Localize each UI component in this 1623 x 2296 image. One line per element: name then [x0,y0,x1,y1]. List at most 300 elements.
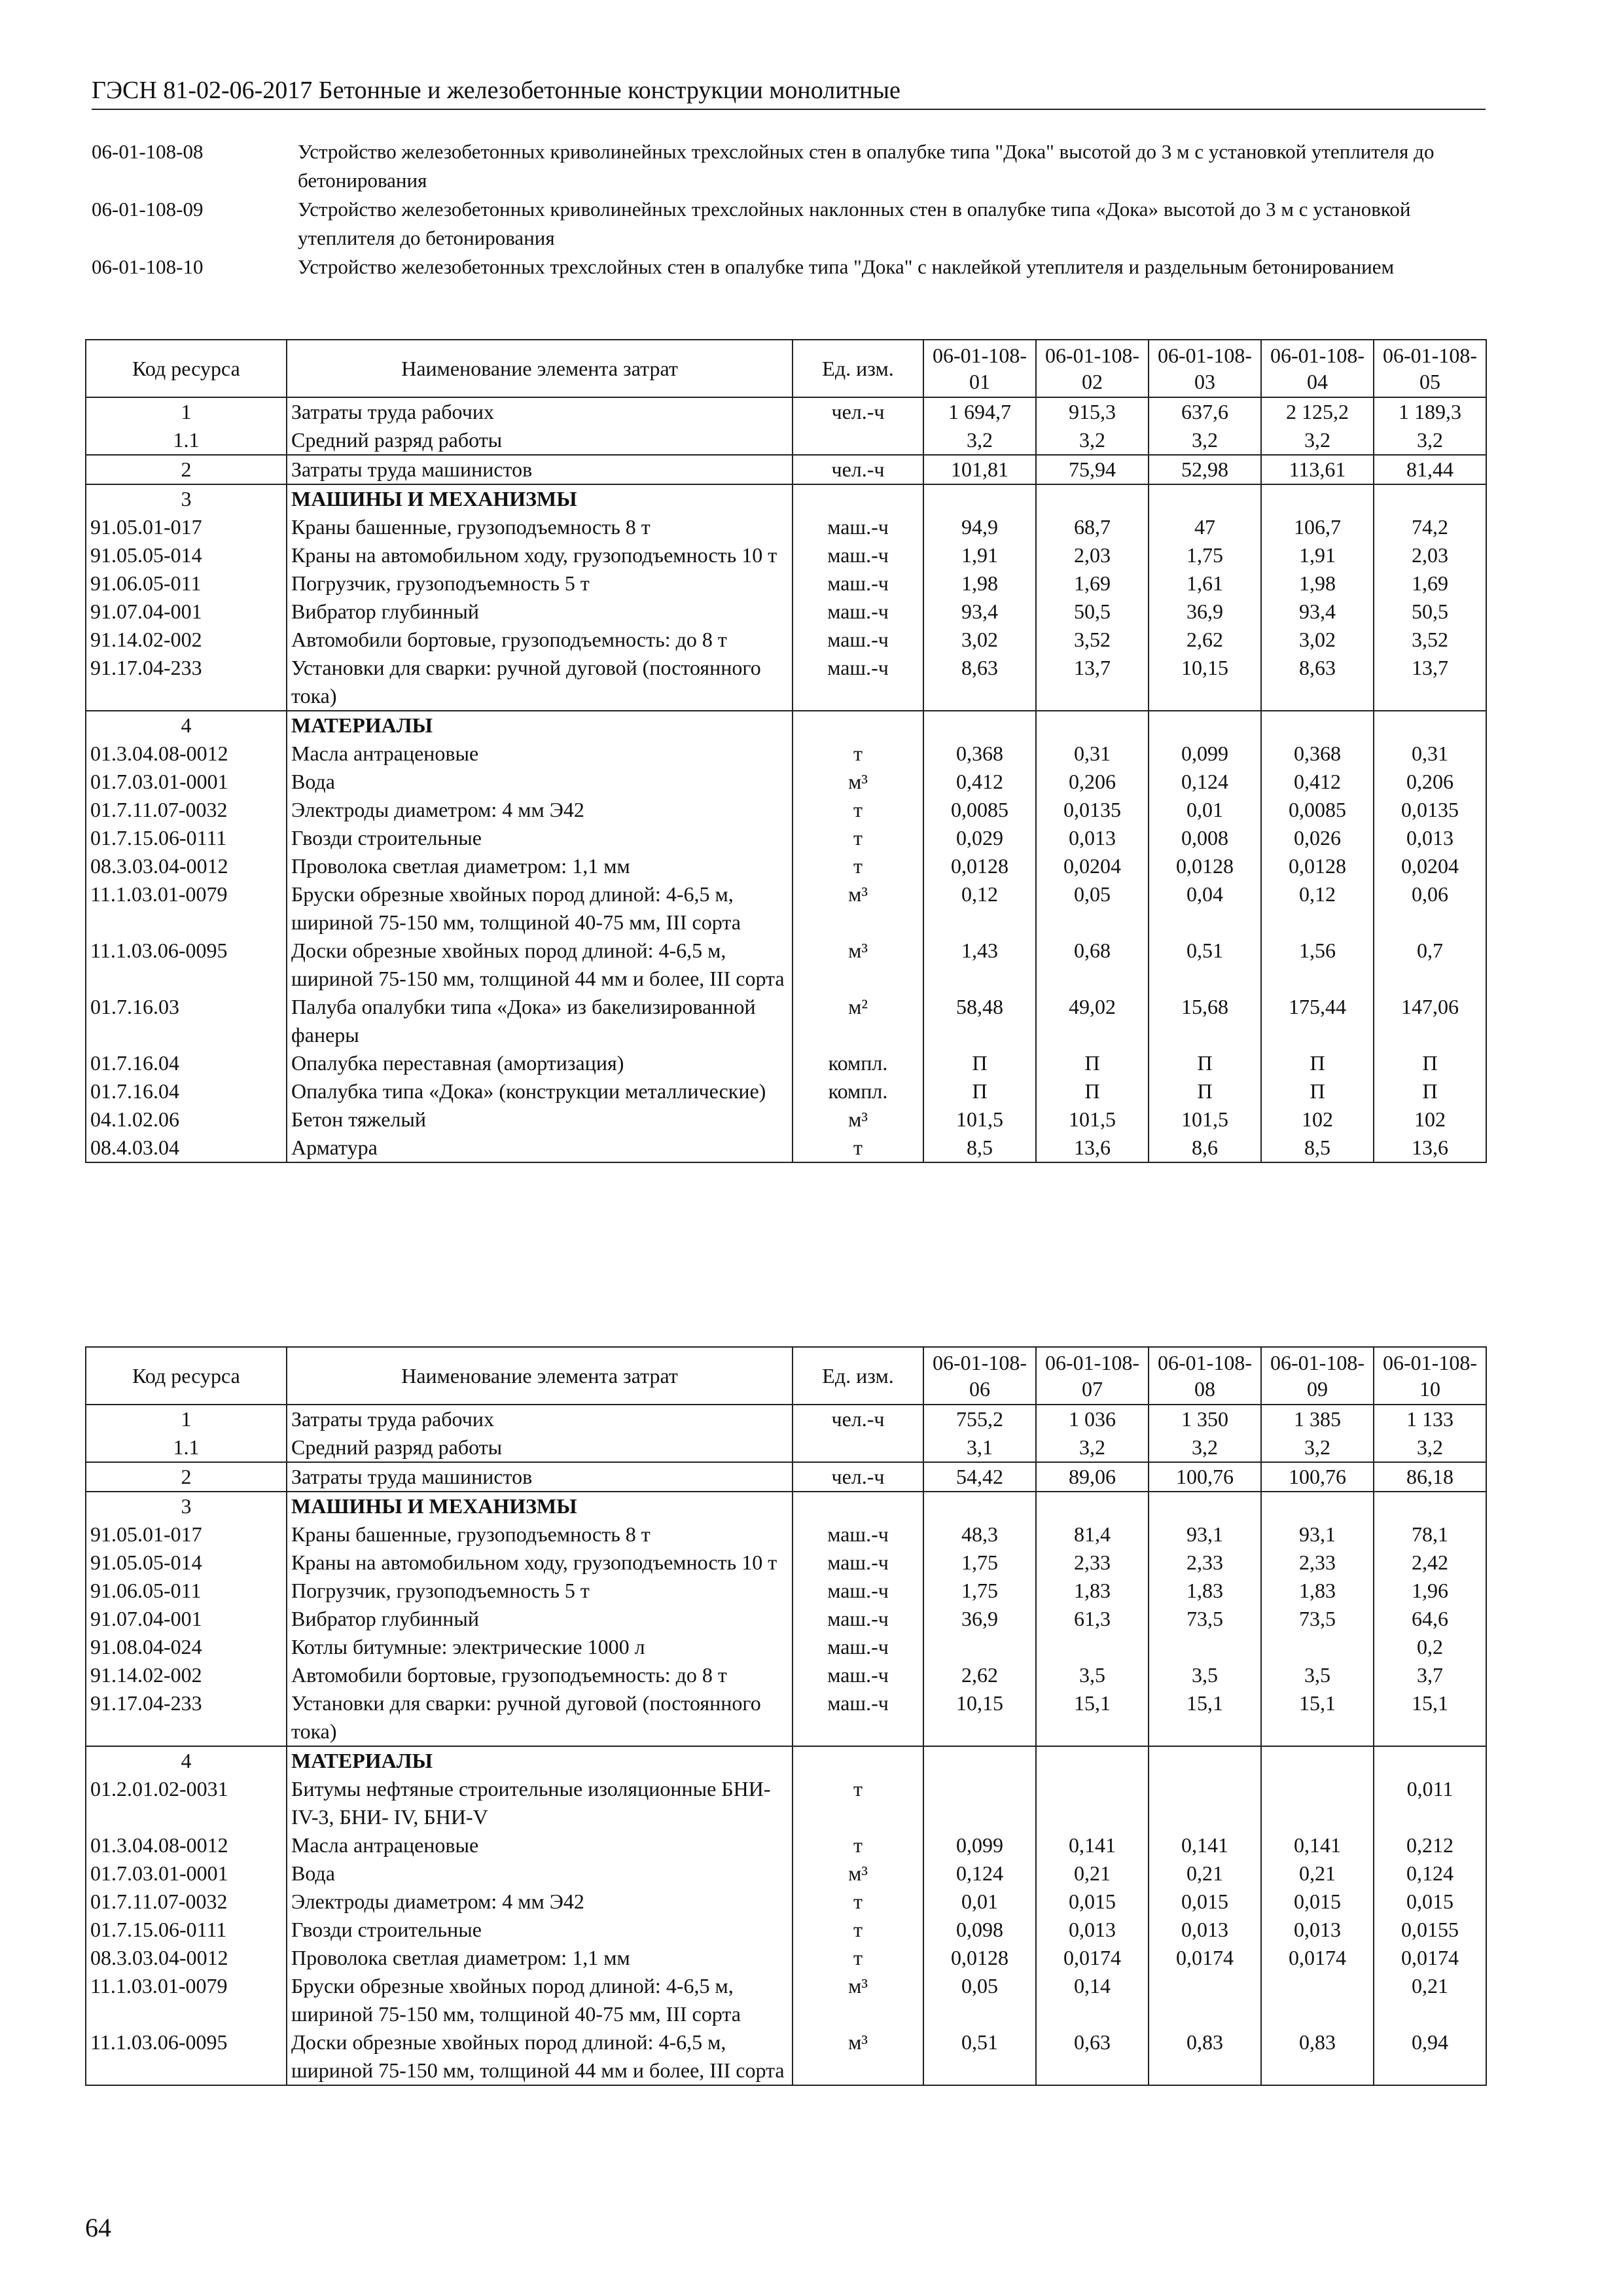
norm-value-cell: 3,52 [1036,626,1149,654]
norm-value-cell: 48,3 [923,1520,1036,1549]
table-row [86,1433,1486,1462]
norm-value-cell: 74,2 [1374,513,1486,541]
norm-value-cell: 0,0174 [1149,1944,1261,1972]
norm-value-cell: 3,52 [1374,626,1486,654]
norm-value-cell: 0,008 [1149,824,1261,852]
norm-value-cell: П [1374,1077,1486,1105]
norm-value-cell [1261,1972,1374,2028]
table-row [86,1077,1486,1105]
norm-value-cell: 0,015 [1149,1888,1261,1916]
norm-value-cell: 0,83 [1261,2028,1374,2085]
header-norm-code: 06-01-108-03 [1149,340,1261,397]
header-code: Код ресурса [86,340,287,397]
table-row [86,796,1486,824]
norm-value-cell: 0,029 [923,824,1036,852]
norm-value-cell: 15,1 [1036,1689,1149,1746]
table-row [86,711,1486,740]
norm-value-cell: 0,141 [1261,1831,1374,1859]
norm-value-cell: П [1374,1049,1486,1077]
resource-code-cell: 11.1.03.06-0095 [86,937,287,993]
header-norm-code: 06-01-108-06 [923,1347,1036,1405]
norm-value-cell: 89,06 [1036,1462,1149,1492]
norm-value-cell [1374,484,1486,513]
norm-value-cell: П [923,1049,1036,1077]
table-row [86,1549,1486,1577]
norm-value-cell: 50,5 [1374,598,1486,626]
norm-value-cell: 15,1 [1374,1689,1486,1746]
norm-value-cell: 1 036 [1036,1405,1149,1433]
norm-value-cell: 1 350 [1149,1405,1261,1433]
norm-value-cell: 0,94 [1374,2028,1486,2085]
norm-intro-list [92,137,1486,281]
norm-value-cell: 2,33 [1036,1549,1149,1577]
resource-code-cell: 01.7.16.04 [86,1077,287,1105]
resource-code-cell: 91.14.02-002 [86,626,287,654]
resource-code-cell: 91.05.01-017 [86,1520,287,1549]
header-unit: Ед. изм. [793,340,923,397]
table-row [86,1746,1486,1775]
table-row [86,455,1486,484]
norm-value-cell: 147,06 [1374,993,1486,1049]
norm-value-cell: 0,206 [1374,768,1486,796]
norm-value-cell: 0,0204 [1374,852,1486,880]
norm-value-cell: 1,75 [923,1549,1036,1577]
unit-cell: т [793,796,923,824]
unit-cell: т [793,1775,923,1831]
intro-item-code: 06-01-108-09 [92,198,204,221]
norm-value-cell: 10,15 [1149,654,1261,711]
norm-value-cell: 3,2 [1036,1433,1149,1462]
header-norm-code: 06-01-108-01 [923,340,1036,397]
norm-value-cell: 106,7 [1261,513,1374,541]
norm-value-cell: 0,2 [1374,1633,1486,1661]
norm-value-cell: 64,6 [1374,1605,1486,1633]
resource-name-cell: Установки для сварки: ручной дуговой (постоянного тока) [287,654,793,711]
resource-name-cell: Средний разряд работы [287,426,793,455]
norm-value-cell: 1 694,7 [923,397,1036,426]
resource-name-cell: Погрузчик, грузоподъемность 5 т [287,569,793,598]
resource-name-cell: Краны на автомобильном ходу, грузоподъемность 10 т [287,1549,793,1577]
unit-cell: т [793,740,923,768]
norm-value-cell [1036,711,1149,740]
table-row [86,1405,1486,1433]
resource-name-cell: Проволока светлая диаметром: 1,1 мм [287,852,793,880]
norm-value-cell: 0,12 [923,880,1036,937]
resource-code-cell: 3 [86,1492,287,1520]
table-row [86,598,1486,626]
norm-value-cell [1261,484,1374,513]
table-row [86,1775,1486,1831]
resource-code-cell: 91.14.02-002 [86,1661,287,1689]
resource-name-cell: Краны башенные, грузоподъемность 8 т [287,513,793,541]
norm-value-cell: 94,9 [923,513,1036,541]
resource-code-cell: 04.1.02.06 [86,1105,287,1134]
norm-value-cell: 0,05 [923,1972,1036,2028]
norm-value-cell: 0,83 [1149,2028,1261,2085]
resource-name-cell: Электроды диаметром: 4 мм Э42 [287,796,793,824]
resource-code-cell: 91.17.04-233 [86,1689,287,1746]
norm-value-cell: 3,2 [1149,426,1261,455]
table-row [86,768,1486,796]
norm-value-cell: 0,141 [1149,1831,1261,1859]
unit-cell: м³ [793,1105,923,1134]
resource-code-cell: 01.2.01.02-0031 [86,1775,287,1831]
norm-value-cell: 2,62 [1149,626,1261,654]
table-row [86,1462,1486,1492]
unit-cell: компл. [793,1077,923,1105]
header-norm-code: 06-01-108-10 [1374,1347,1486,1405]
unit-cell: т [793,1888,923,1916]
resource-code-cell: 91.05.01-017 [86,513,287,541]
resource-name-cell: Вода [287,1859,793,1888]
unit-cell: маш.-ч [793,1605,923,1633]
norm-value-cell: 3,2 [1374,426,1486,455]
norm-value-cell: 101,5 [1149,1105,1261,1134]
unit-cell [793,1492,923,1520]
norm-value-cell: 0,0135 [1036,796,1149,824]
norm-value-cell: П [1261,1077,1374,1105]
unit-cell: маш.-ч [793,1577,923,1605]
resource-name-cell: Вибратор глубинный [287,598,793,626]
table-row [86,1049,1486,1077]
norm-value-cell [1149,1633,1261,1661]
header-name: Наименование элемента затрат [287,1347,793,1405]
norm-value-cell: 8,6 [1149,1134,1261,1162]
norm-value-cell: 0,0204 [1036,852,1149,880]
table-row [86,1972,1486,2028]
norm-value-cell [923,1746,1036,1775]
unit-cell: м³ [793,937,923,993]
unit-cell: маш.-ч [793,1689,923,1746]
resource-name-cell: Масла антраценовые [287,740,793,768]
norm-value-cell: 0,015 [1036,1888,1149,1916]
norm-value-cell: 101,5 [923,1105,1036,1134]
norm-value-cell: 61,3 [1036,1605,1149,1633]
norm-value-cell: 13,7 [1374,654,1486,711]
unit-cell [793,484,923,513]
table-row [86,426,1486,455]
norm-value-cell: 2,03 [1036,541,1149,569]
norm-value-cell: П [1036,1077,1149,1105]
norm-value-cell [1036,1633,1149,1661]
norm-value-cell: П [1149,1049,1261,1077]
norm-value-cell: 0,368 [923,740,1036,768]
norm-value-cell: 3,2 [923,426,1036,455]
table-body [86,1405,1486,2085]
resource-name-cell: Краны на автомобильном ходу, грузоподъемность 10 т [287,541,793,569]
resource-table-2 [85,1346,1487,2086]
header-unit: Ед. изм. [793,1347,923,1405]
norm-value-cell: 0,21 [1261,1859,1374,1888]
norm-value-cell [1374,711,1486,740]
norm-value-cell: 0,015 [1261,1888,1374,1916]
norm-value-cell: 755,2 [923,1405,1036,1433]
norm-value-cell: 3,2 [1261,1433,1374,1462]
resource-name-cell: Бетон тяжелый [287,1105,793,1134]
header-norm-code: 06-01-108-09 [1261,1347,1374,1405]
norm-value-cell: 13,6 [1036,1134,1149,1162]
table-row [86,569,1486,598]
norm-value-cell: 0,68 [1036,937,1149,993]
norm-value-cell: 0,0128 [923,1944,1036,1972]
resource-code-cell: 01.3.04.08-0012 [86,1831,287,1859]
norm-value-cell [923,1492,1036,1520]
norm-value-cell: 0,12 [1261,880,1374,937]
resource-code-cell: 91.06.05-011 [86,569,287,598]
norm-value-cell: 86,18 [1374,1462,1486,1492]
norm-value-cell: 0,0128 [923,852,1036,880]
norm-value-cell: 0,141 [1036,1831,1149,1859]
norm-value-cell: 2,33 [1261,1549,1374,1577]
norm-value-cell: 0,099 [923,1831,1036,1859]
norm-value-cell: 3,7 [1374,1661,1486,1689]
norm-value-cell: 2,33 [1149,1549,1261,1577]
intro-item-code: 06-01-108-10 [92,255,204,278]
intro-item-text: Устройство железобетонных трехслойных стен в опалубке типа "Дока" с наклейкой утеплителя и раздельным бетонированием [298,255,1395,278]
intro-item-text: Устройство железобетонных криволинейных трехслойных стен в опалубке типа "Дока" высотой до 3 м с установкой утеплителя до бетонирования [298,140,1435,192]
table-body [86,397,1486,1162]
norm-value-cell: 1,61 [1149,569,1261,598]
norm-value-cell: 0,013 [1261,1916,1374,1944]
norm-value-cell [1374,1746,1486,1775]
norm-value-cell: 49,02 [1036,993,1149,1049]
unit-cell: м³ [793,880,923,937]
table-row [86,1661,1486,1689]
norm-value-cell: 1,91 [1261,541,1374,569]
resource-code-cell: 91.05.05-014 [86,1549,287,1577]
norm-value-cell: 75,94 [1036,455,1149,484]
resource-name-cell: Средний разряд работы [287,1433,793,1462]
resource-code-cell: 4 [86,711,287,740]
resource-name-cell: Битумы нефтяные строительные изоляционные БНИ-IV-3, БНИ- IV, БНИ-V [287,1775,793,1831]
norm-value-cell: 36,9 [1149,598,1261,626]
unit-cell: м³ [793,1859,923,1888]
table-row [86,1492,1486,1520]
resource-code-cell: 08.3.03.04-0012 [86,1944,287,1972]
norm-value-cell: 93,4 [1261,598,1374,626]
header-norm-code: 06-01-108-07 [1036,1347,1149,1405]
resource-name-cell: Затраты труда машинистов [287,455,793,484]
unit-cell: чел.-ч [793,455,923,484]
header-name: Наименование элемента затрат [287,340,793,397]
resource-name-cell: Затраты труда рабочих [287,397,793,426]
norm-value-cell: 2,62 [923,1661,1036,1689]
norm-value-cell: 0,7 [1374,937,1486,993]
norm-value-cell: 13,6 [1374,1134,1486,1162]
norm-value-cell [1149,1972,1261,2028]
norm-value-cell: 0,05 [1036,880,1149,937]
resource-name-cell: Бруски обрезные хвойных пород длиной: 4-6,5 м, шириной 75-150 мм, толщиной 40-75 мм, III сорта [287,1972,793,2028]
resource-code-cell: 11.1.03.01-0079 [86,880,287,937]
resource-name-cell: Автомобили бортовые, грузоподъемность: до 8 т [287,626,793,654]
norm-value-cell: 1,56 [1261,937,1374,993]
unit-cell: т [793,824,923,852]
norm-value-cell: 0,124 [923,1859,1036,1888]
resource-name-cell: Затраты труда рабочих [287,1405,793,1433]
norm-value-cell: 113,61 [1261,455,1374,484]
norm-value-cell: 0,0174 [1036,1944,1149,1972]
norm-value-cell: 2,42 [1374,1549,1486,1577]
header-norm-code: 06-01-108-04 [1261,340,1374,397]
unit-cell: маш.-ч [793,569,923,598]
intro-item [92,253,1486,281]
resource-code-cell: 08.4.03.04 [86,1134,287,1162]
norm-value-cell: 0,0135 [1374,796,1486,824]
norm-value-cell: 0,21 [1036,1859,1149,1888]
norm-value-cell: 0,124 [1149,768,1261,796]
resource-name-cell: Доски обрезные хвойных пород длиной: 4-6,5 м, шириной 75-150 мм, толщиной 44 мм и более, III сорта [287,2028,793,2085]
norm-value-cell: 0,06 [1374,880,1486,937]
resource-code-cell: 1 [86,397,287,426]
norm-value-cell: 3,2 [1036,426,1149,455]
unit-cell [793,1433,923,1462]
unit-cell: маш.-ч [793,626,923,654]
resource-name-cell: Вода [287,768,793,796]
norm-value-cell: 54,42 [923,1462,1036,1492]
table-row [86,626,1486,654]
norm-value-cell: 0,0128 [1261,852,1374,880]
table-row [86,1577,1486,1605]
header-norm-code: 06-01-108-08 [1149,1347,1261,1405]
norm-value-cell: 0,013 [1036,824,1149,852]
norm-value-cell [1149,711,1261,740]
norm-value-cell: 81,44 [1374,455,1486,484]
resource-code-cell: 11.1.03.06-0095 [86,2028,287,2085]
table-row [86,740,1486,768]
norm-value-cell: 1,75 [923,1577,1036,1605]
norm-value-cell: 0,212 [1374,1831,1486,1859]
resource-name-cell: Котлы битумные: электрические 1000 л [287,1633,793,1661]
norm-value-cell [1261,1775,1374,1831]
norm-value-cell: 2,03 [1374,541,1486,569]
header-norm-code: 06-01-108-02 [1036,340,1149,397]
norm-value-cell: 0,0085 [1261,796,1374,824]
norm-value-cell [1149,1746,1261,1775]
table-row [86,513,1486,541]
unit-cell: т [793,852,923,880]
norm-value-cell [1036,484,1149,513]
unit-cell: маш.-ч [793,1520,923,1549]
norm-value-cell [1036,1492,1149,1520]
resource-name-cell: Масла антраценовые [287,1831,793,1859]
unit-cell: м² [793,993,923,1049]
table-row [86,2028,1486,2085]
norm-value-cell: 0,013 [1374,824,1486,852]
norm-value-cell: 1 385 [1261,1405,1374,1433]
norm-value-cell: 0,21 [1149,1859,1261,1888]
header-code: Код ресурса [86,1347,287,1405]
norm-value-cell [1261,1492,1374,1520]
unit-cell: чел.-ч [793,1462,923,1492]
norm-value-cell: 0,015 [1374,1888,1486,1916]
resource-code-cell: 01.7.16.03 [86,993,287,1049]
resource-code-cell: 01.7.11.07-0032 [86,1888,287,1916]
resource-name-cell: Арматура [287,1134,793,1162]
resource-code-cell: 01.7.03.01-0001 [86,768,287,796]
unit-cell: м³ [793,768,923,796]
norm-value-cell: 0,013 [1149,1916,1261,1944]
table-row [86,1689,1486,1746]
norm-value-cell: 15,1 [1149,1689,1261,1746]
table-row [86,1134,1486,1162]
norm-value-cell: 1,83 [1261,1577,1374,1605]
resource-name-cell: Электроды диаметром: 4 мм Э42 [287,1888,793,1916]
resource-code-cell: 01.3.04.08-0012 [86,740,287,768]
resource-code-cell: 01.7.11.07-0032 [86,796,287,824]
intro-item-text: Устройство железобетонных криволинейных трехслойных наклонных стен в опалубке типа «Дока» высотой до 3 м с установкой утеплителя до бетонирования [298,198,1411,249]
resource-name-cell: МАТЕРИАЛЫ [287,1746,793,1775]
norm-value-cell: П [1036,1049,1149,1077]
norm-value-cell: 0,026 [1261,824,1374,852]
table-row [86,1859,1486,1888]
resource-code-cell: 91.17.04-233 [86,654,287,711]
norm-value-cell: 1,83 [1149,1577,1261,1605]
norm-value-cell: 0,412 [923,768,1036,796]
unit-cell [793,711,923,740]
norm-value-cell: 58,48 [923,993,1036,1049]
norm-value-cell: 0,011 [1374,1775,1486,1831]
unit-cell: маш.-ч [793,598,923,626]
norm-value-cell [1261,1633,1374,1661]
norm-value-cell [1036,1775,1149,1831]
norm-value-cell [1036,1746,1149,1775]
unit-cell: компл. [793,1049,923,1077]
norm-value-cell: 0,01 [923,1888,1036,1916]
resource-code-cell: 1 [86,1405,287,1433]
norm-value-cell: 0,63 [1036,2028,1149,2085]
resource-name-cell: Проволока светлая диаметром: 1,1 мм [287,1944,793,1972]
norm-value-cell: 102 [1261,1105,1374,1134]
norm-value-cell: 68,7 [1036,513,1149,541]
table-row [86,1831,1486,1859]
norm-value-cell: 1 133 [1374,1405,1486,1433]
resource-code-cell: 91.07.04-001 [86,1605,287,1633]
table-row [86,824,1486,852]
norm-value-cell: 0,21 [1374,1972,1486,2028]
table-row [86,1105,1486,1134]
unit-cell [793,1746,923,1775]
norm-value-cell: 0,51 [1149,937,1261,993]
resource-code-cell: 01.7.15.06-0111 [86,1916,287,1944]
resource-name-cell: Автомобили бортовые, грузоподъемность: до 8 т [287,1661,793,1689]
unit-cell: маш.-ч [793,654,923,711]
table-row [86,1888,1486,1916]
resource-code-cell: 1.1 [86,426,287,455]
resource-code-cell: 91.07.04-001 [86,598,287,626]
norm-value-cell: 3,5 [1149,1661,1261,1689]
norm-value-cell: 3,02 [1261,626,1374,654]
unit-cell: т [793,1134,923,1162]
norm-value-cell: 1,75 [1149,541,1261,569]
resource-code-cell: 91.08.04-024 [86,1633,287,1661]
norm-value-cell: 8,5 [923,1134,1036,1162]
norm-value-cell: 3,2 [1261,426,1374,455]
resource-code-cell: 91.05.05-014 [86,541,287,569]
table-row [86,541,1486,569]
resource-name-cell: Опалубка переставная (амортизация) [287,1049,793,1077]
norm-value-cell [1374,1492,1486,1520]
norm-value-cell: 8,63 [1261,654,1374,711]
resource-name-cell: Вибратор глубинный [287,1605,793,1633]
resource-name-cell: Погрузчик, грузоподъемность 5 т [287,1577,793,1605]
norm-value-cell: 78,1 [1374,1520,1486,1549]
resource-code-cell: 4 [86,1746,287,1775]
resource-code-cell: 2 [86,455,287,484]
unit-cell: т [793,1916,923,1944]
unit-cell: т [793,1831,923,1859]
norm-value-cell: 0,0128 [1149,852,1261,880]
resource-name-cell: Гвозди строительные [287,1916,793,1944]
